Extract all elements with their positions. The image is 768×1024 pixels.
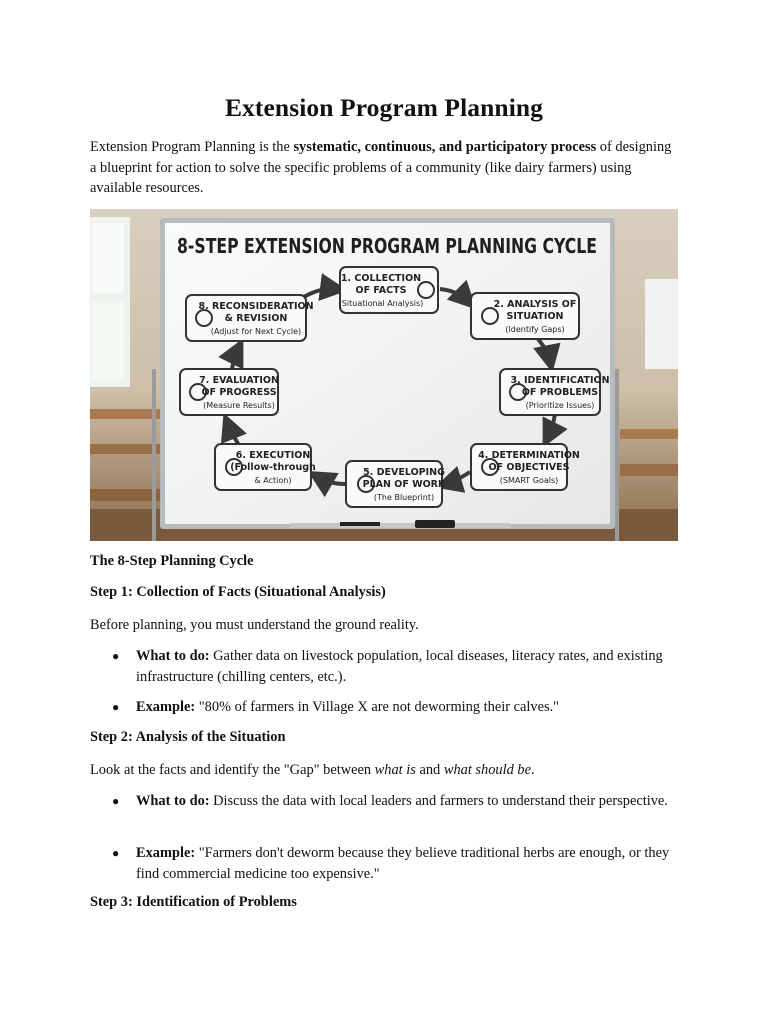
cycle-step-label: & Action) xyxy=(254,476,292,485)
cycle-step-label: (Prioritize Issues) xyxy=(525,401,595,410)
cycle-step-box-7 xyxy=(180,369,279,415)
bullet-icon: ● xyxy=(112,846,120,860)
cycle-step-label: 7. EVALUATION xyxy=(199,375,279,386)
list-item: ● What to do: Gather data on livestock population, local diseases, literacy rates, and existing infrastructure (chilling centers, etc.). xyxy=(112,648,663,685)
cycle-step-label: SITUATION xyxy=(506,311,564,322)
cycle-step-label: OF FACTS xyxy=(355,285,407,296)
cycle-step-label: (Adjust for Next Cycle) xyxy=(210,327,302,336)
step3-heading: Step 3: Identification of Problems xyxy=(90,894,297,910)
cycle-step-label: 5. DEVELOPING xyxy=(363,467,445,478)
step1-heading: Step 1: Collection of Facts (Situational Analysis) xyxy=(90,584,386,600)
cycle-step-label: 8. RECONSIDERATION xyxy=(198,301,314,312)
step1-text: Before planning, you must understand the ground reality. xyxy=(90,617,419,633)
cycle-step-label: PLAN OF WORK xyxy=(362,479,446,490)
cycle-step-label: (Measure Results) xyxy=(203,401,275,410)
cycle-step-label: OF PROGRESS xyxy=(201,387,277,398)
cycle-step-label: 2. ANALYSIS OF xyxy=(493,299,577,310)
cycle-step-label: 6. EXECUTION xyxy=(235,450,311,461)
cycle-step-label: 4. DETERMINATION xyxy=(478,450,580,461)
bullet-icon: ● xyxy=(112,649,120,663)
cycle-step-box-3 xyxy=(500,369,610,415)
planning-cycle-whiteboard-image xyxy=(90,209,678,541)
cycle-step-box-5 xyxy=(346,461,446,507)
list-item: ● Example: "80% of farmers in Village X are not deworming their calves." xyxy=(90,697,680,718)
intro-paragraph xyxy=(90,137,678,199)
cycle-step-box-2 xyxy=(471,293,579,339)
list-item: ● Example: "Farmers don't deworm because they believe traditional herbs are enough, or they find commercial medicine too expensive." xyxy=(112,845,670,882)
intro-text: Extension Program Planning is the xyxy=(90,139,294,155)
step2-bullets xyxy=(90,791,680,812)
section-heading: The 8-Step Planning Cycle xyxy=(90,553,254,569)
bullet-icon: ● xyxy=(112,700,120,714)
intro-emphasis: systematic, continuous, and participatory process xyxy=(293,139,597,155)
page-title: Extension Program Planning xyxy=(224,93,544,122)
cycle-step-label: (The Blueprint) xyxy=(373,493,435,502)
cycle-step-box-6 xyxy=(215,444,316,490)
cycle-step-label: OF PROBLEMS xyxy=(521,387,599,398)
intro-text-continued: of designing a blueprint for action to solve the specific problems of a community (like dairy farmers) using available resources. xyxy=(90,139,672,196)
cycle-step-box-8 xyxy=(186,295,314,341)
list-item: ● What to do: Discuss the data with local leaders and farmers to understand their perspective. xyxy=(90,791,680,812)
cycle-step-label: (Situational Analysis) xyxy=(338,299,424,308)
cycle-step-label: (SMART Goals) xyxy=(499,476,559,485)
cycle-step-label: (Identify Gaps) xyxy=(505,325,565,334)
bullet-icon: ● xyxy=(112,794,120,808)
cycle-step-label: OF OBJECTIVES xyxy=(488,462,570,473)
cycle-step-label: (Follow-through xyxy=(230,462,316,473)
step2-example xyxy=(90,843,680,884)
cycle-step-label: & REVISION xyxy=(224,313,288,324)
cycle-step-label: 1. COLLECTION xyxy=(340,273,422,284)
board-title: 8-STEP EXTENSION PROGRAM PLANNING CYCLE xyxy=(177,234,597,258)
step1-example xyxy=(90,697,680,718)
step1-bullets xyxy=(90,646,680,687)
cycle-step-box-4 xyxy=(471,444,580,490)
cycle-step-label: 3. IDENTIFICATION xyxy=(510,375,610,386)
step2-text: Look at the facts and identify the "Gap" between what is and what should be. xyxy=(90,762,535,778)
step2-heading: Step 2: Analysis of the Situation xyxy=(90,729,286,745)
cycle-step-box-1 xyxy=(339,267,438,313)
